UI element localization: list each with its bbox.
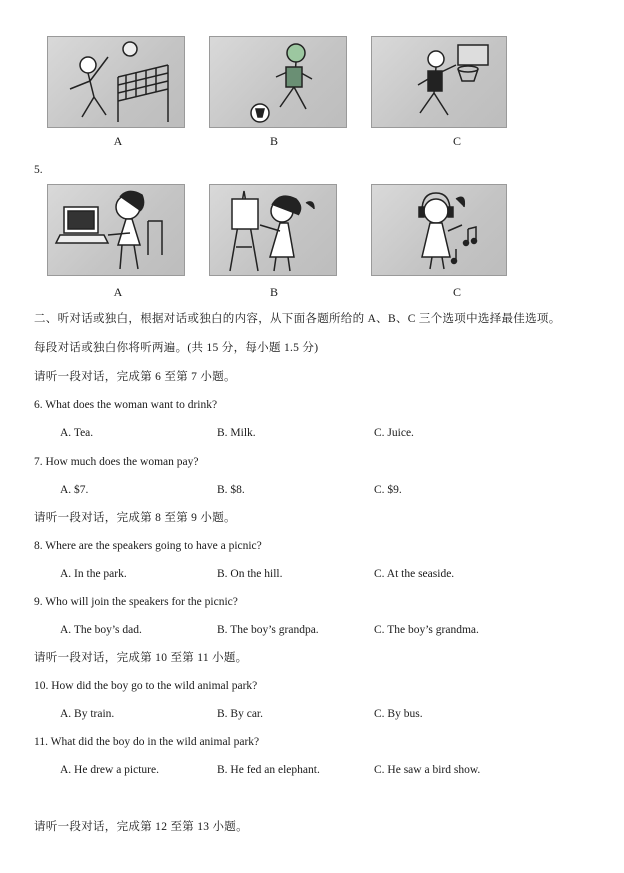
volleyball-illustration (48, 37, 184, 127)
football-illustration (210, 37, 346, 127)
q8-option-c: C. At the seaside. (374, 568, 455, 580)
question-8: 8. Where are the speakers going to have a picnic? (34, 540, 262, 552)
q7-option-b: B. $8. (217, 484, 245, 496)
question-10: 10. How did the boy go to the wild animal park? (34, 680, 258, 692)
q11-option-c: C. He saw a bird show. (374, 764, 481, 776)
row2-label-c: C (452, 285, 461, 299)
q9-option-b: B. The boy’s grandpa. (217, 624, 319, 636)
music-illustration (372, 185, 506, 275)
group-instruction: 请听一段对话，完成第 10 至第 11 小题。 (34, 652, 248, 664)
picture-music (371, 184, 507, 276)
group-instruction: 请听一段对话，完成第 12 至第 13 小题。 (34, 821, 248, 833)
question-6: 6. What does the woman want to drink? (34, 399, 218, 411)
q11-option-a: A. He drew a picture. (60, 764, 159, 776)
picture-computer (47, 184, 185, 276)
q7-option-a: A. $7. (60, 484, 89, 496)
picture-football (209, 36, 347, 128)
q8-option-a: A. In the park. (60, 568, 127, 580)
q11-option-b: B. He fed an elephant. (217, 764, 320, 776)
question-11: 11. What did the boy do in the wild animal park? (34, 736, 260, 748)
row2-label-b: B (269, 285, 278, 299)
question-9: 9. Who will join the speakers for the picnic? (34, 596, 238, 608)
q6-option-b: B. Milk. (217, 427, 256, 439)
q10-option-a: A. By train. (60, 708, 115, 720)
row1-label-b: B (269, 134, 278, 148)
picture-painting (209, 184, 337, 276)
q10-option-c: C. By bus. (374, 708, 423, 720)
row1-label-a: A (113, 134, 123, 148)
q9-option-a: A. The boy’s dad. (60, 624, 142, 636)
group-instruction: 请听一段对话，完成第 6 至第 7 小题。 (34, 371, 236, 383)
painting-illustration (210, 185, 336, 275)
question-5-number: 5. (34, 164, 43, 176)
picture-volleyball (47, 36, 185, 128)
picture-basketball (371, 36, 507, 128)
row1-label-c: C (452, 134, 461, 148)
basketball-illustration (372, 37, 506, 127)
q8-option-b: B. On the hill. (217, 568, 283, 580)
q6-option-c: C. Juice. (374, 427, 414, 439)
q7-option-c: C. $9. (374, 484, 402, 496)
computer-illustration (48, 185, 184, 275)
row2-label-a: A (113, 285, 123, 299)
q10-option-b: B. By car. (217, 708, 263, 720)
question-7: 7. How much does the woman pay? (34, 456, 199, 468)
q6-option-a: A. Tea. (60, 427, 94, 439)
q9-option-c: C. The boy’s grandma. (374, 624, 479, 636)
section-intro-line-2: 每段对话或独白你将听两遍。(共 15 分，每小题 1.5 分) (34, 342, 319, 354)
group-instruction: 请听一段对话，完成第 8 至第 9 小题。 (34, 512, 236, 524)
section-intro-line-1: 二、听对话或独白，根据对话或独白的内容，从下面各题所给的 A、B、C 三个选项中选择最佳选项。 (34, 313, 561, 325)
